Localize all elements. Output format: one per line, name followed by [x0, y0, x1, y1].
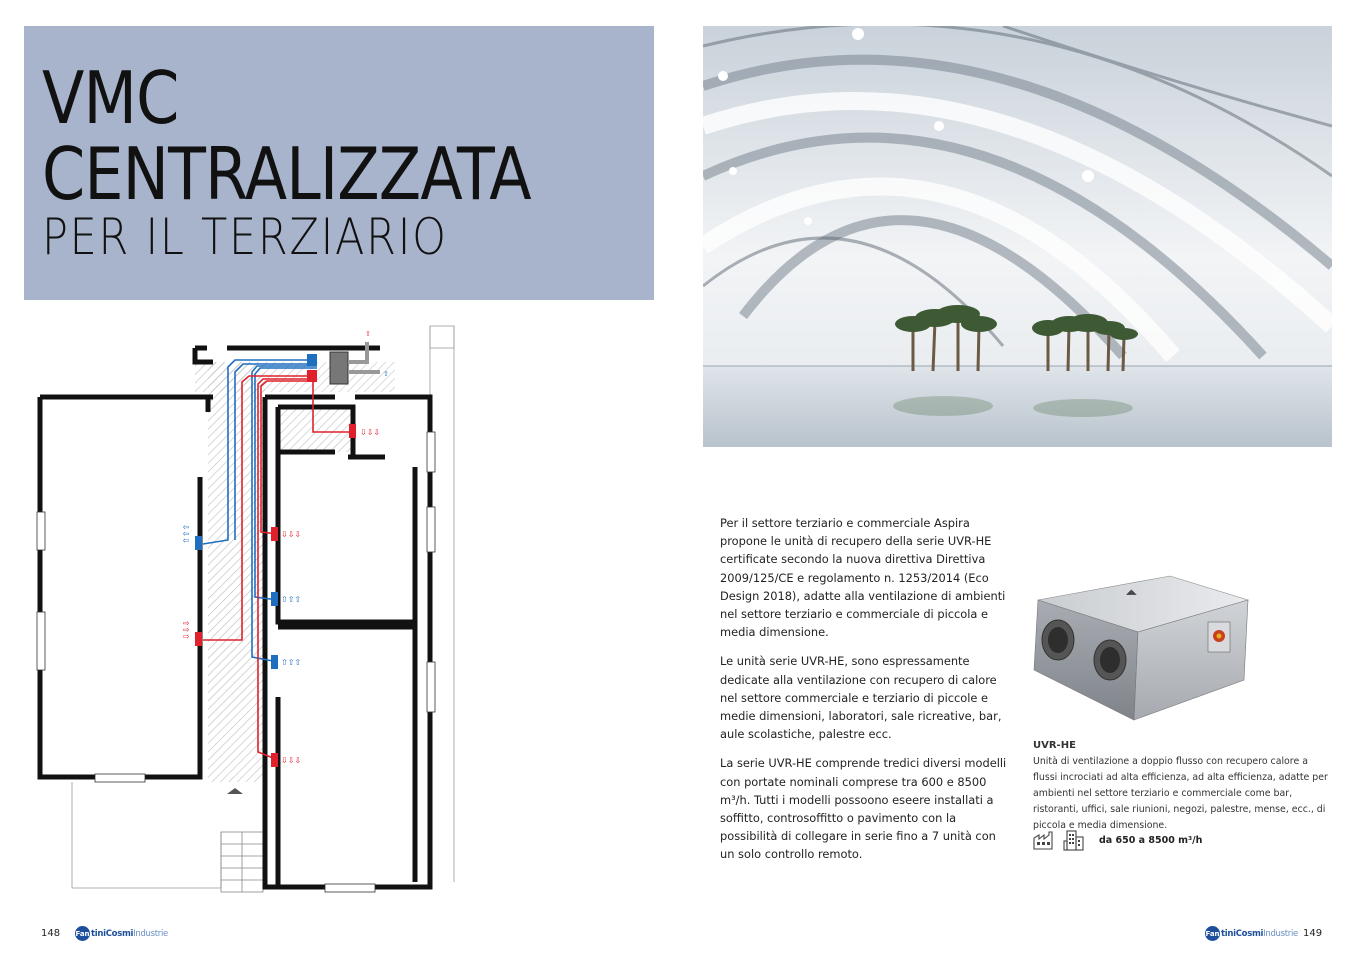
brand-logo-left [75, 926, 168, 941]
body-text [720, 514, 1010, 875]
spec-row [1033, 828, 1202, 852]
body-paragraph-1: Per il settore terziario e commerciale Aspira propone le unità di recupero della serie UVR-HE certificate secondo la nuova direttiva Direttiva 2009/125/CE e regolamento n. 1253/2014 (Eco Design 2018), adatte alla ventilazione di ambienti nel settore terziario e commerciale di piccola e media dimensione. [720, 516, 1006, 640]
industry-icon [1033, 830, 1055, 850]
hero-photo-airport-interior [703, 26, 1332, 447]
svg-text:⇧⇧⇧: ⇧⇧⇧ [182, 523, 191, 544]
airflow-range: da 650 a 8500 m³/h [1099, 834, 1203, 846]
svg-text:⇩⇩⇩: ⇩⇩⇩ [182, 619, 191, 640]
svg-text:⇩⇩⇩: ⇩⇩⇩ [360, 428, 381, 437]
floor-plan-diagram [35, 322, 460, 900]
svg-text:⇧: ⇧ [383, 370, 389, 378]
svg-text:⇧⇧⇧: ⇧⇧⇧ [281, 658, 302, 667]
product-name: UVR-HE [1033, 740, 1076, 751]
title-line-1: VMC [42, 56, 179, 140]
logo-mark: Fan [1205, 926, 1220, 941]
product-caption [1033, 740, 1333, 834]
title-line-3: PER IL TERZIARIO [42, 208, 448, 266]
logo-mark: Fan [75, 926, 90, 941]
body-paragraph-2: Le unità serie UVR-HE, sono espressamente dedicate alla ventilazione con recupero di calore nel settore commerciale e terziario di piccole e medie dimensioni, laboratori, sale ricreative, bar, aule scolastiche, palestre ecc. [720, 654, 1002, 742]
svg-text:⇧: ⇧ [365, 330, 371, 338]
svg-text:⇩⇩⇩: ⇩⇩⇩ [281, 530, 302, 539]
product-image-uvr-he [1030, 570, 1252, 730]
svg-text:⇩⇩⇩: ⇩⇩⇩ [281, 756, 302, 765]
svg-text:⇧⇧⇧: ⇧⇧⇧ [281, 595, 302, 604]
page-number-left: 148 [41, 928, 61, 939]
stairs [221, 832, 263, 892]
product-description: Unità di ventilazione a doppio flusso con recupero calore a flussi incrociati ad alta efficienza, ad alta efficienza, adatte per ambienti nel settore terziario e commerciale come bar, ristoranti, uffici, sale riunioni, negozi, palestre, mense, ecc., di piccola e media dimensione. [1033, 756, 1328, 831]
logo-wordmark: tiniCosmiIndustrie [1221, 928, 1298, 939]
title-block [24, 26, 654, 300]
page-number-right: 149 [1303, 928, 1323, 939]
entrance-marker [227, 788, 243, 794]
office-building-icon [1063, 829, 1085, 851]
body-paragraph-3: La serie UVR-HE comprende tredici diversi modelli con portate nominali comprese tra 600 e 8500 m³/h. Tutti i modelli possoono eseere installati a soffitto, controsoffitto o pavimento con la possibilità di collegare in serie fino a 7 unità con un solo controllo remoto. [720, 756, 1007, 862]
brand-logo-right [1205, 926, 1298, 941]
logo-wordmark: tiniCosmiIndustrie [91, 928, 168, 939]
corridor-hatch [195, 362, 395, 782]
title-line-2: CENTRALIZZATA [42, 132, 531, 216]
svg-text:◢◣: ◢◣ [1126, 588, 1137, 596]
